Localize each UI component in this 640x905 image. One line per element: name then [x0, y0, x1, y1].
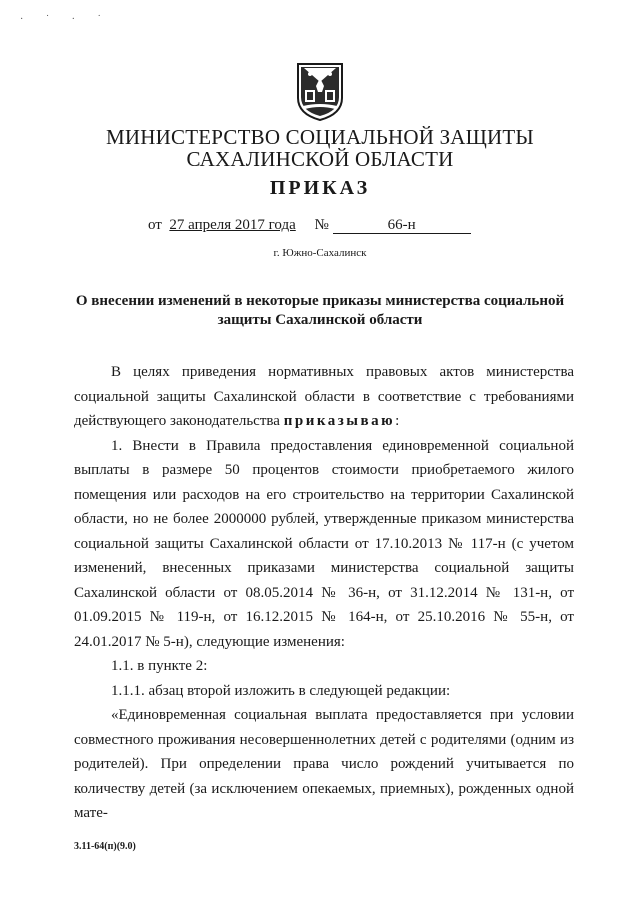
- document-subject: О внесении изменений в некоторые приказы министерства социальной защиты Сахалинской области: [75, 293, 565, 328]
- coat-of-arms-icon: [295, 62, 345, 122]
- city: г. Южно-Сахалинск: [273, 247, 367, 259]
- ministry-name-line1: МИНИСТЕРСТВО СОЦИАЛЬНОЙ ЗАЩИТЫ: [106, 125, 534, 149]
- footer-code: 3.11-64(п)(9.0): [74, 841, 136, 852]
- ministry-name-line2: САХАЛИНСКОЙ ОБЛАСТИ: [186, 147, 454, 171]
- order-date-number: [148, 217, 471, 234]
- scan-artifacts: · ˙ · ˙: [20, 14, 111, 25]
- paragraph-quote: «Единовременная социальная выплата предоставляется при условии совместного проживания несовершеннолетних детей с родителями (одним из родителей). При определении права число рождений учитывается по количеству детей (за исключением опекаемых, приемных), рожденных одной мате-: [74, 707, 574, 821]
- order-verb: приказываю: [283, 413, 396, 429]
- paragraph-preamble: В целях приведения нормативных правовых актов министерства социальной защиты Сахалинской области в соответствие с требованиями действующего законодательства приказываю:: [74, 364, 574, 429]
- document-body: [74, 360, 574, 826]
- paragraph-item-1-1: 1.1. в пункте 2:: [111, 658, 208, 674]
- number-prefix: №: [314, 217, 329, 233]
- document-type: ПРИКАЗ: [269, 177, 371, 199]
- paragraph-item-1-1-1: 1.1.1. абзац второй изложить в следующей редакции:: [111, 682, 451, 699]
- order-date: 27 апреля 2017 года: [169, 217, 296, 233]
- date-prefix: от: [148, 217, 162, 233]
- order-number: 66-н: [333, 218, 471, 234]
- paragraph-item-1: 1. Внести в Правила предоставления единовременной социальной выплаты в размере 50 процентов стоимости приобретаемого жилого помещения или расходов на его строительство на территории Сахалинской области, но не более 2000000 рублей, утвержденные приказом министерства социальной защиты Сахалинской области от 17.10.2013 № 117-н (с учетом изменений, внесенных приказами министерства социальной защиты Сахалинской области от 08.05.2014 № 36-н, от 31.12.2014 № 131-н, от 01.09.2015 № 119-н, от 16.12.2015 № 164-н, от 25.10.2016 № 55-н, от 24.01.2017 № 5-н), следующие изменения:: [74, 437, 574, 650]
